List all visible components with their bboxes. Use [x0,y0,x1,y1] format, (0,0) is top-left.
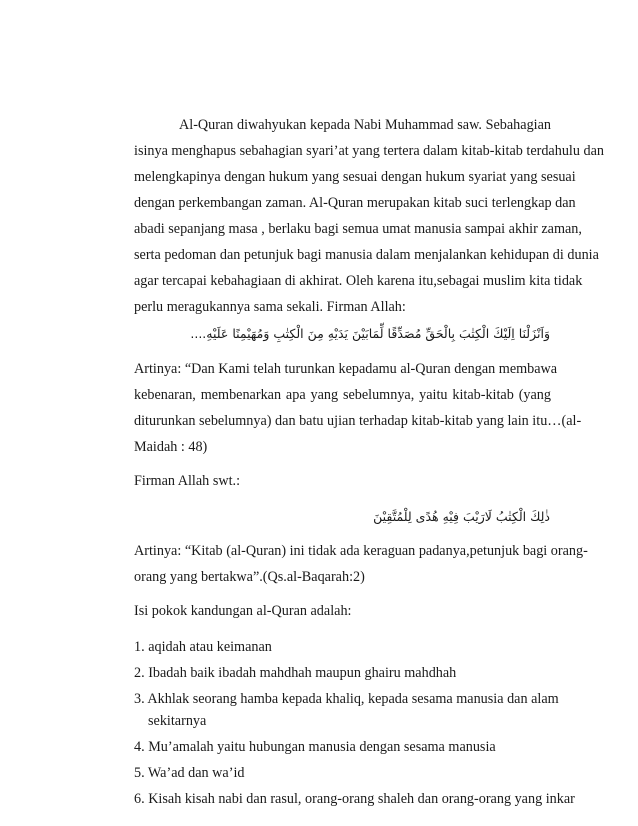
paragraph-line: Al-Quran diwahyukan kepada Nabi Muhammad saw. Sebahagian [179,117,551,133]
translation-line: orang yang bertakwa”.(Qs.al-Baqarah:2) [134,569,365,585]
list-item: 6. Kisah kisah nabi dan rasul, orang-orang shaleh dan orang-orang yang inkar [134,791,575,807]
firman-heading: Firman Allah swt.: [134,473,241,489]
list-item: 4. Mu’amalah yaitu hubungan manusia dengan sesama manusia [134,739,496,755]
translation-line: Maidah : 48) [134,439,208,455]
arabic-verse: وَاَنْزَلْنَا اِلَيْكَ الْكِتٰبَ بِالْحَقِّ مُصَدِّقًا لِّمَابَيْنَ يَدَيْهِ مِنَ الْكِتٰبِ وَمُهَيْمِنًا عَلَيْهِ.... [190,326,550,341]
list-item-continuation: sekitarnya [148,713,207,729]
translation-line: diturunkan sebelumnya) dan batu ujian terhadap kitab-kitab yang lain itu…(al- [134,413,582,429]
list-item: 2. Ibadah baik ibadah mahdhah maupun ghairu mahdhah [134,665,457,681]
paragraph-line: melengkapinya dengan hukum yang sesuai dengan hukum syariat yang sesuai [134,169,576,185]
paragraph-line: dengan perkembangan zaman. Al-Quran merupakan kitab suci terlengkap dan [134,195,576,211]
list-item: 3. Akhlak seorang hamba kepada khaliq, kepada sesama manusia dan alam [134,691,559,707]
translation-line: Artinya: “Dan Kami telah turunkan kepadamu al-Quran dengan membawa [134,361,558,377]
paragraph-line: abadi sepanjang masa , berlaku bagi semua umat manusia sampai akhir zaman, [134,221,582,237]
paragraph-line: agar tercapai kebahagiaan di akhirat. Oleh karena itu,sebagai muslim kita tidak [134,273,583,289]
paragraph-line: serta pedoman dan petunjuk bagi manusia dalam menjalankan kehidupan di dunia [134,247,599,263]
translation-line: Artinya: “Kitab (al-Quran) ini tidak ada keraguan padanya,petunjuk bagi orang- [134,543,588,559]
list-item: 5. Wa’ad dan wa’id [134,765,245,781]
arabic-verse: ذٰلِكَ الْكِتٰبُ لَارَيْبَ فِيْهِ هُدًى لِلْمُتَّقِيْنَ [373,509,550,524]
translation-line: kebenaran, membenarkan apa yang sebelumnya, yaitu kitab-kitab (yang [134,387,551,403]
list-item: 1. aqidah atau keimanan [134,639,272,655]
paragraph-line: isinya menghapus sebahagian syari’at yang tertera dalam kitab-kitab terdahulu dan [134,143,604,159]
contents-intro: Isi pokok kandungan al-Quran adalah: [134,603,352,619]
paragraph-line: perlu meragukannya sama sekali. Firman Allah: [134,299,406,315]
